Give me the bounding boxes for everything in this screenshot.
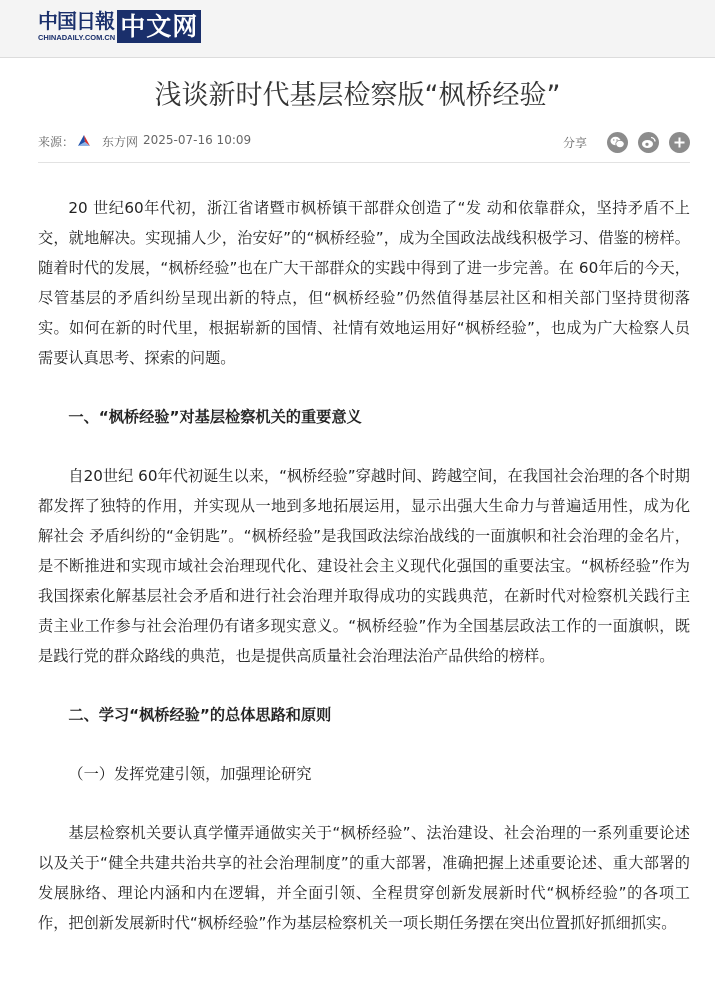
logo-chinese-site-label: 中文网 — [117, 10, 201, 43]
subsection-heading-1: （一）发挥党建引领，加强理论研究 — [68, 765, 312, 783]
paragraph-intro: 20 世纪60年代初，浙江省诸暨市枫桥镇干部群众创造了“发 动和依靠群众，坚持矛盾不上交，就地解决。实现捕人少，治安好”的“枫桥经验”，成为全国政法战线积极学习、借鉴的榜样。随着时代的发展，“枫桥经验”也在广大干部群众的实践中得到了进一步完善。在 60年后的今天，尽管基层的矛盾纠纷呈现出新的特点，但“枫桥经验”仍然值得基层社区和相关部门坚持贯彻落实。如何在新的时代里，根据崭新的国情、社情有效地运用好“枫桥经验”，也成为广大检察人员需要认真思考、探索的问题。 — [38, 199, 690, 367]
china-daily-logo[interactable] — [38, 10, 201, 46]
wechat-icon[interactable] — [607, 132, 628, 153]
source-label: 来源： — [38, 135, 75, 149]
dongfang-logo-icon — [76, 133, 92, 149]
share-label: 分享 — [562, 135, 587, 150]
article-body — [38, 193, 690, 967]
meta-divider — [38, 162, 690, 163]
section-heading-2: 二、学习“枫桥经验”的总体思路和原则 — [68, 706, 332, 724]
section-heading-1: 一、“枫桥经验”对基层检察机关的重要意义 — [68, 408, 362, 426]
article-title: 浅谈新时代基层检察版“枫桥经验” — [154, 80, 561, 111]
paragraph-significance: 自20世纪 60年代初诞生以来，“枫桥经验”穿越时间、跨越空间，在我国社会治理的各个时期都发挥了独特的作用，并实现从一地到多地拓展运用，显示出强大生命力与普遍适用性，成为化解社会 矛盾纠纷的“金钥匙”。“枫桥经验”是我国政法综治战线的一面旗帜和社会治理的金名片，是不断推进和实现市域社会治理现代化、建设社会主义现代化强国的重要法宝。“枫桥经验”作为我国探索化解基层社会矛盾和进行社会治理并取得成功的实践典范，在新时代对检察机关践行主责主业工作参与社会治理仍有诸多现实意义。“枫桥经验”作为全国基层政法工作的一面旗帜，既是践行党的群众路线的典范，也是提供高质量社会治理法治产品供给的榜样。 — [38, 467, 690, 665]
logo-wordmark — [38, 10, 115, 43]
site-header — [0, 0, 715, 58]
weibo-icon[interactable] — [638, 132, 659, 153]
logo-url-text: CHINADAILY.COM.CN — [38, 33, 116, 42]
source-name[interactable]: 东方网 — [102, 135, 139, 149]
article-meta — [38, 130, 690, 156]
share-bar — [563, 132, 690, 153]
paragraph-party-building: 基层检察机关要认真学懂弄通做实关于“枫桥经验”、法治建设、社会治理的一系列重要论述以及关于“健全共建共治共享的社会治理制度”的重大部署，准确把握上述重要论述、重大部署的发展脉络、理论内涵和内在逻辑，并全面引领、全程贯穿创新发展新时代“枫桥经验”的各项工作，把创新发展新时代“枫桥经验”作为基层检察机关一项长期任务摆在突出位置抓好抓细抓实。 — [38, 824, 690, 932]
plus-icon[interactable] — [669, 132, 690, 153]
publish-date: 2025-07-16 10:09 — [143, 133, 252, 147]
logo-main-text: 中国日報 — [38, 9, 114, 33]
